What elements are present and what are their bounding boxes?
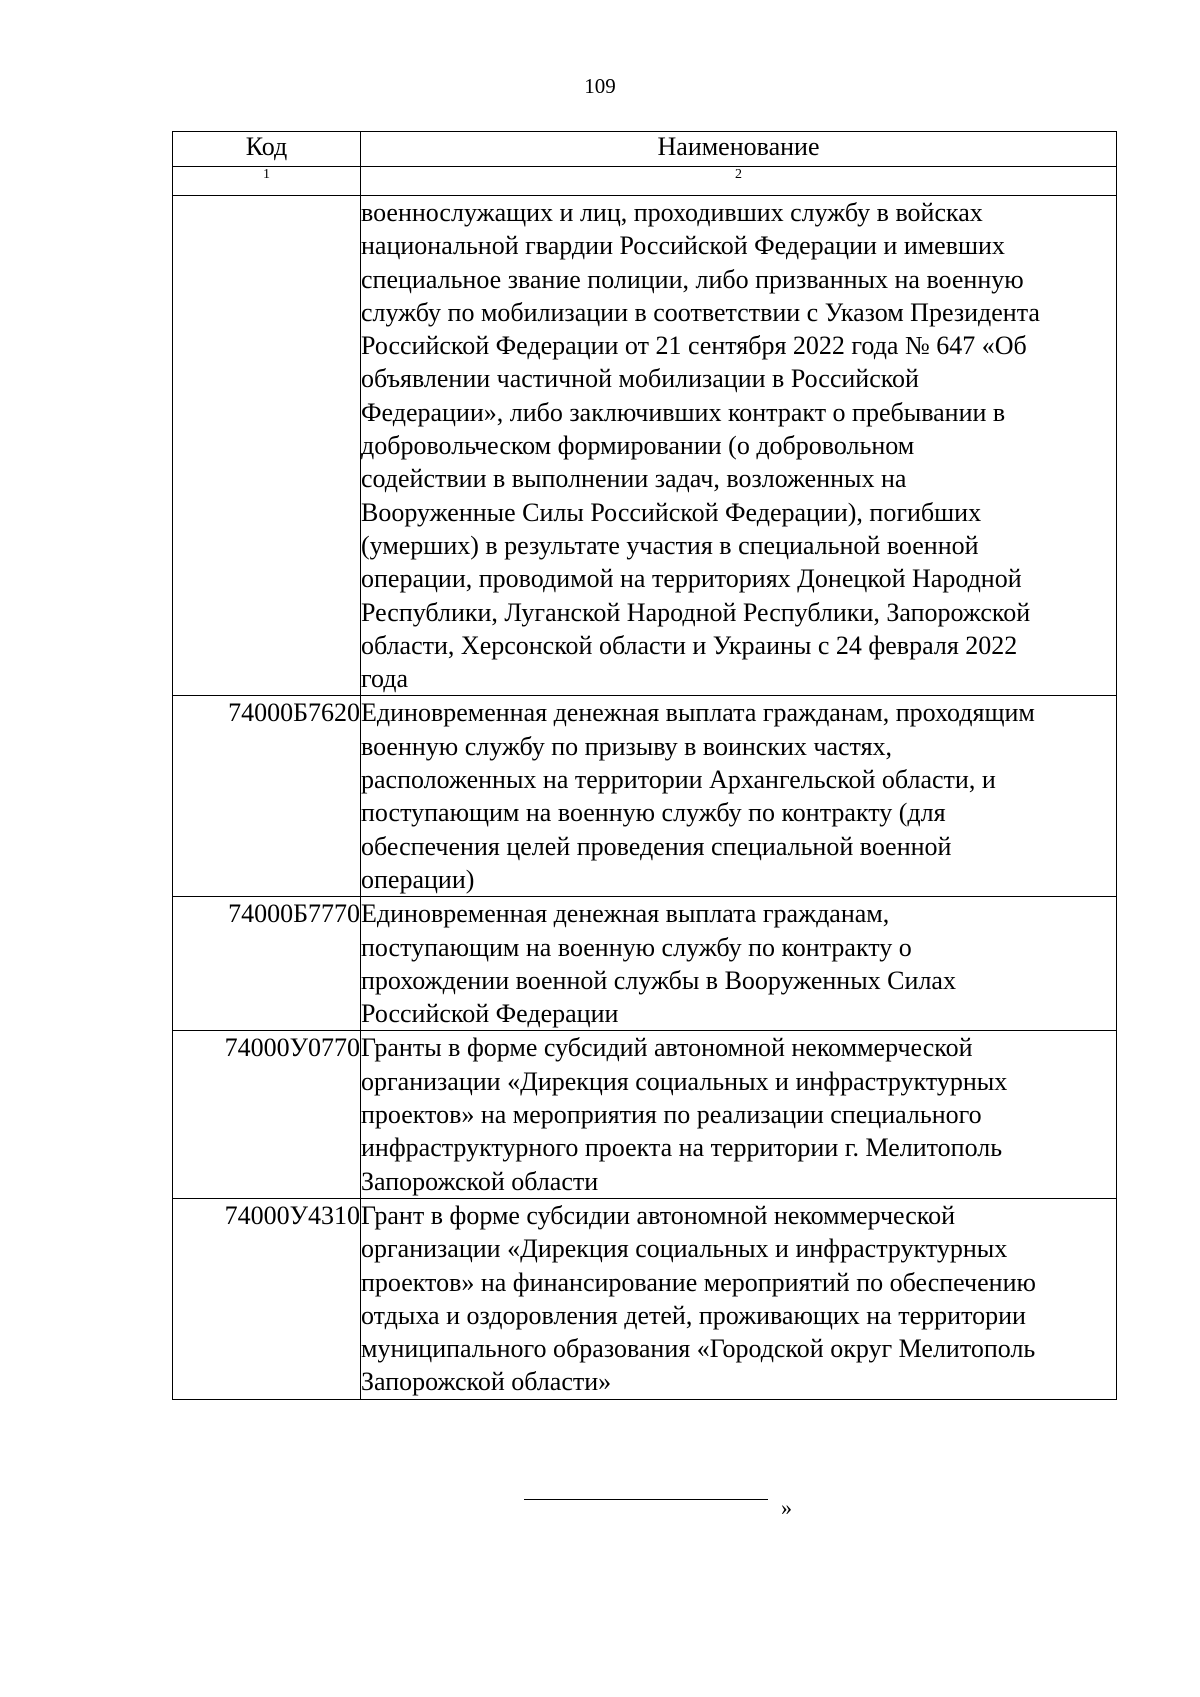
header-name: Наименование (361, 132, 1117, 167)
column-number-code: 1 (173, 167, 361, 196)
table-row (173, 196, 1117, 696)
footer-divider (524, 1499, 768, 1500)
row-code (173, 196, 361, 696)
row-name: Единовременная денежная выплата гражданам, проходящим военную службу по призыву в воинских частях, расположенных на территории Архангельской области, и поступающим на военную службу по контракту (для обеспечения целей проведения специальной военной операции) (361, 696, 1117, 897)
row-name: Грант в форме субсидии автономной некоммерческой организации «Дирекция социальных и инфраструктурных проектов» на финансирование мероприятий по обеспечению отдыха и оздоровления детей, проживающих на территории муниципального образования «Городской округ Мелитополь Запорожской области» (361, 1198, 1117, 1399)
row-name: Единовременная денежная выплата гражданам, поступающим на военную службу по контракту о прохождении военной службы в Вооруженных Силах Российской Федерации (361, 897, 1117, 1031)
column-number-row (173, 167, 1117, 196)
row-code: 74000У0770 (173, 1031, 361, 1198)
header-code: Код (173, 132, 361, 167)
table-row (173, 696, 1117, 897)
table-row (173, 1031, 1117, 1198)
row-code: 74000Б7620 (173, 696, 361, 897)
row-code: 74000У4310 (173, 1198, 361, 1399)
column-number-name: 2 (361, 167, 1117, 196)
table-header-row (173, 132, 1117, 167)
page-number: 109 (584, 74, 616, 98)
budget-codes-table (172, 131, 1117, 1400)
table-row (173, 1198, 1117, 1399)
row-code: 74000Б7770 (173, 897, 361, 1031)
table-row (173, 897, 1117, 1031)
row-name: военнослужащих и лиц, проходивших службу в войсках национальной гвардии Российской Федерации и имевших специальное звание полиции, либо призванных на военную службу по мобилизации в соответствии с Указом Президента Российской Федерации от 21 сентября 2022 года № 647 «Об объявлении частичной мобилизации в Российской Федерации», либо заключивших контракт о пребывании в добровольческом формировании (о добровольном содействии в выполнении задач, возложенных на Вооруженные Силы Российской Федерации), погибших (умерших) в результате участия в специальной военной операции, проводимой на территориях Донецкой Народной Республики, Луганской Народной Республики, Запорожской области, Херсонской области и Украины с 24 февраля 2022 года (361, 196, 1117, 696)
closing-quote: » (781, 1495, 792, 1520)
row-name: Гранты в форме субсидий автономной некоммерческой организации «Дирекция социальных и инфраструктурных проектов» на мероприятия по реализации специального инфраструктурного проекта на территории г. Мелитополь Запорожской области (361, 1031, 1117, 1198)
